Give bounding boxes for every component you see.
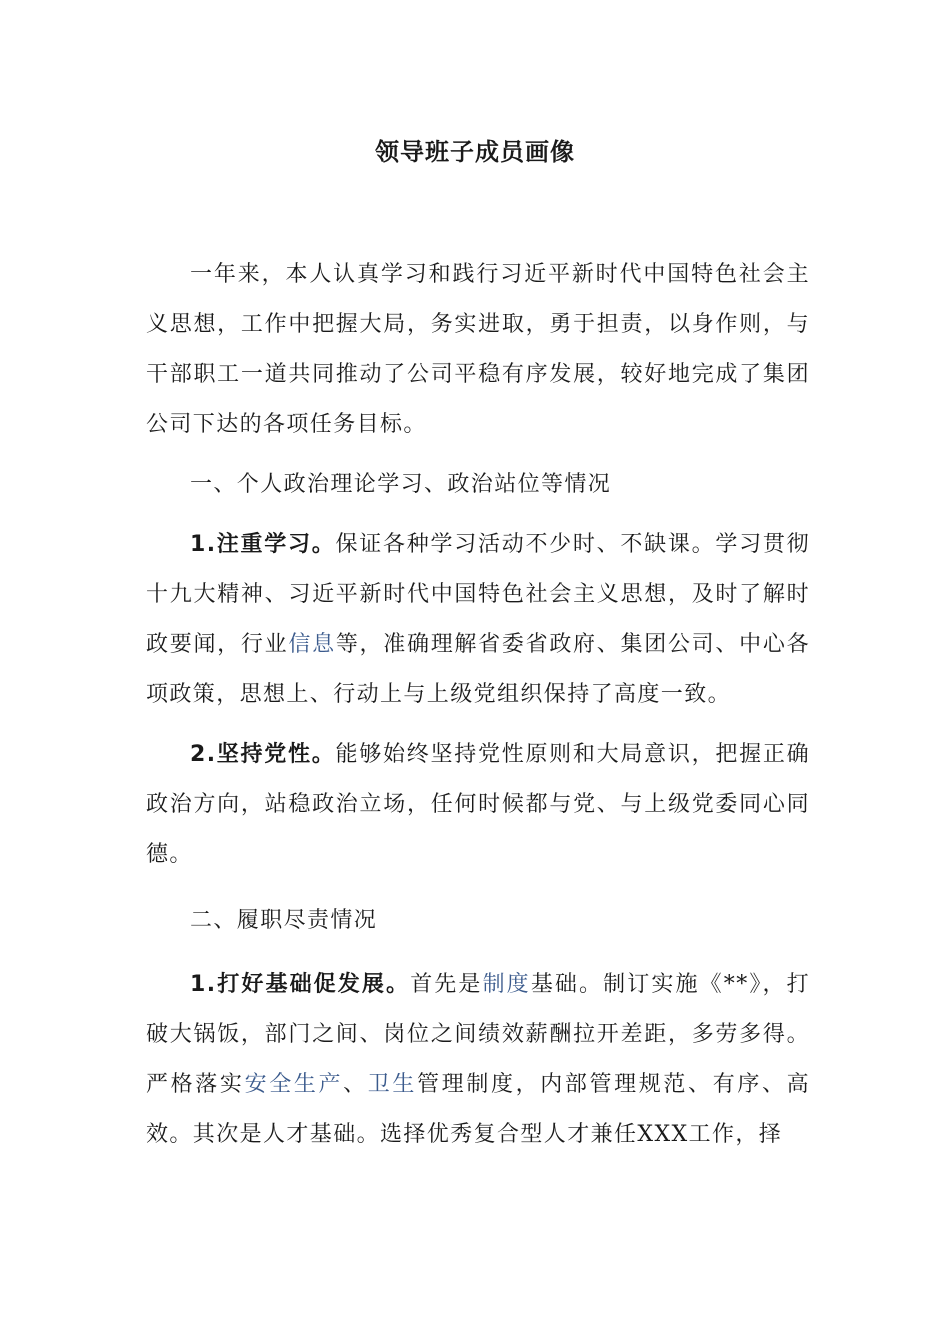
- keyword-link-anquanshengchan[interactable]: 安全生产: [244, 1072, 344, 1097]
- section1-item2-label: 2.坚持党性。: [190, 742, 336, 767]
- section1-item1-text-b: 等，准确理解省委省政府、集团公司、中心各项政策，思想上、行动上与上级党组织保持了高度一致。: [146, 632, 810, 707]
- intro-text: 一年来，本人认真学习和践行习近平新时代中国特色社会主义思想，工作中把握大局，务实进取，勇于担责，以身作则，与干部职工一道共同推动了公司平稳有序发展，较好地完成了集团公司下达的各项任务目标。: [146, 262, 810, 437]
- section1-item1-paragraph: [146, 520, 810, 720]
- keyword-link-xinxi[interactable]: 信息: [288, 632, 336, 657]
- section2-item1-text-c: 、: [343, 1072, 368, 1097]
- keyword-link-zhidu[interactable]: 制度: [482, 972, 531, 997]
- document-title: 领导班子成员画像: [375, 138, 575, 166]
- section2-item1-label: 1.打好基础促发展。: [190, 972, 411, 997]
- section1-item2-text: 能够始终坚持党性原则和大局意识，把握正确政治方向，站稳政治立场，任何时候都与党、与上级党委同心同德。: [146, 742, 810, 867]
- section2-heading: [146, 896, 810, 946]
- section2-item1-paragraph: [146, 960, 810, 1160]
- keyword-link-weisheng[interactable]: 卫生: [367, 1072, 418, 1097]
- section2-heading-text: 二、履职尽责情况: [190, 908, 378, 933]
- section2-item1-text-d: 管理制度，内部管理规范、有序、高效。其次是人才基础。选择优秀复合型人才兼任XXX工作，择: [146, 1072, 810, 1147]
- intro-paragraph: [146, 250, 810, 450]
- section1-item2-paragraph: [146, 730, 810, 880]
- section2-item1-text-a: 首先是: [410, 972, 483, 997]
- section1-item1-label: 1.注重学习。: [190, 532, 336, 557]
- document-body: [146, 250, 810, 1160]
- section1-heading-text: 一、个人政治理论学习、政治站位等情况: [190, 472, 612, 497]
- section1-heading: [146, 460, 810, 510]
- section2-item1-text-b: 基础。制订实施《**》，打破大锅饭，部门之间、岗位之间绩效薪酬拉开差距，多劳多得。严格落实: [146, 972, 810, 1097]
- section1-item1-text-a: 保证各种学习活动不少时、不缺课。学习贯彻十九大精神、习近平新时代中国特色社会主义思想，及时了解时政要闻，行业: [146, 532, 810, 657]
